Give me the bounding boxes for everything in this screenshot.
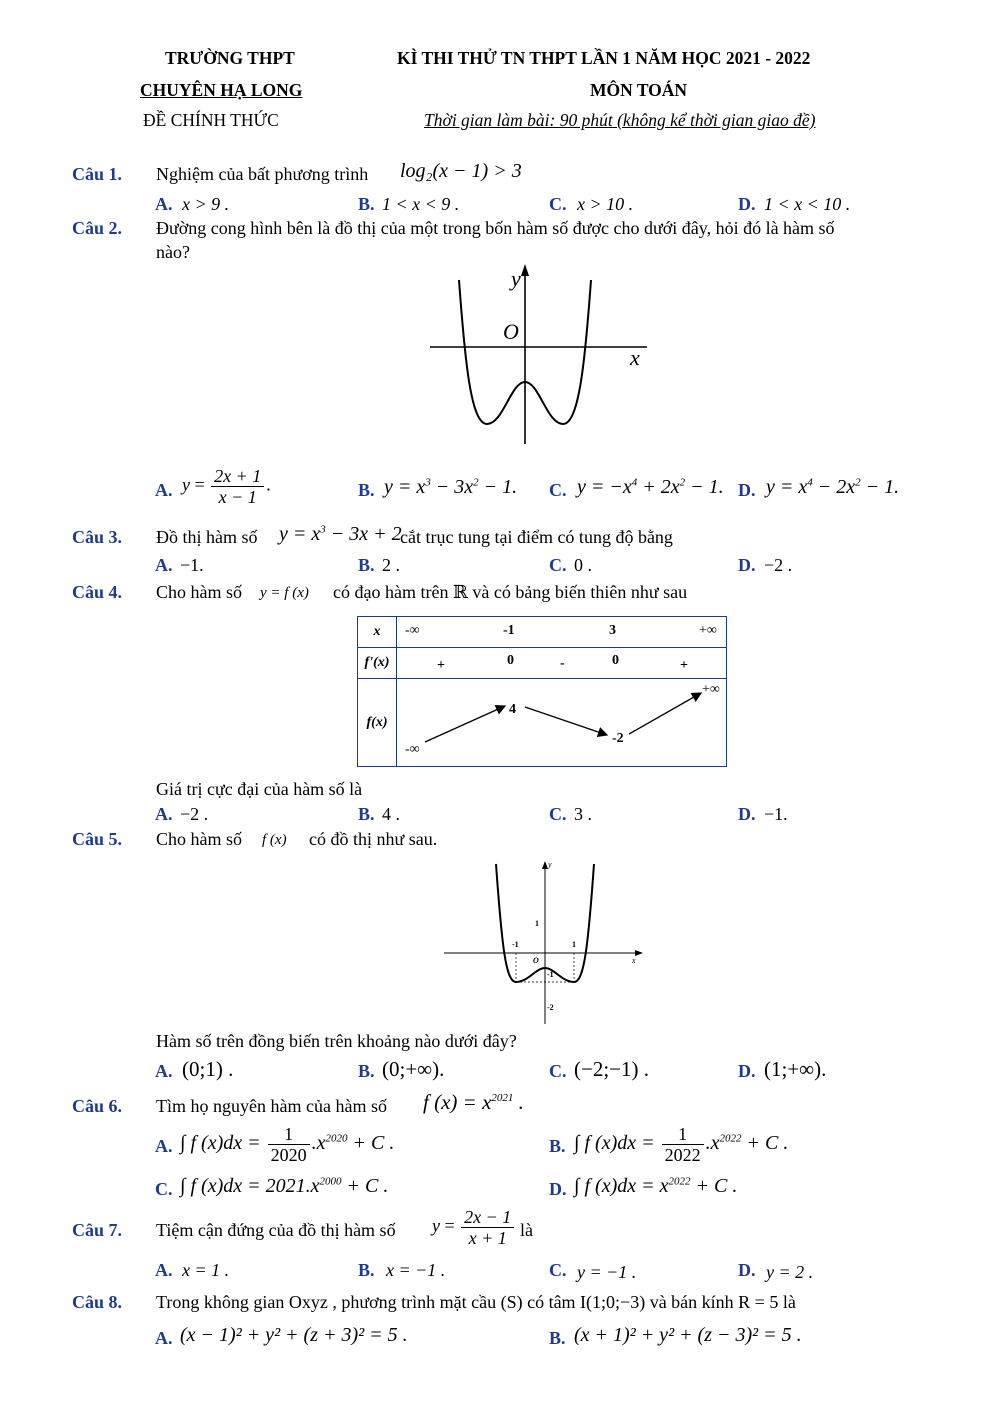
question-3-label: Câu 3. bbox=[72, 527, 123, 547]
q5-tick-x1: 1 bbox=[572, 940, 576, 949]
vt-x-m1: -1 bbox=[503, 623, 515, 638]
vt-f-neg-inf: -∞ bbox=[405, 742, 420, 757]
question-3-text-before: Đồ thị hàm số bbox=[156, 527, 258, 547]
question-4-formula: y = f (x) bbox=[260, 585, 309, 601]
q5-x-label: x bbox=[632, 956, 636, 965]
question-7-label: Câu 7. bbox=[72, 1220, 123, 1240]
vt-arrow-down bbox=[525, 707, 607, 735]
q5-tick-ym1: -1 bbox=[547, 970, 554, 979]
q1-option-d[interactable]: 1 < x < 10 . bbox=[764, 194, 851, 214]
q3-option-d[interactable]: −2 . bbox=[764, 555, 793, 575]
q6-option-a-letter: A. bbox=[155, 1136, 173, 1156]
q6-option-d[interactable]: ∫ f $(x)dx = x^{2022} + C$ . bbox=[574, 1175, 738, 1197]
vt-sign-plus-2: + bbox=[680, 658, 688, 673]
q4-option-c-letter: C. bbox=[549, 804, 567, 824]
question-3-text-after: cắt trục tung tại điểm có tung độ bằng bbox=[400, 527, 673, 547]
q7-option-b[interactable]: x = −1 . bbox=[386, 1260, 446, 1280]
q6-option-c-letter: C. bbox=[155, 1179, 173, 1199]
question-5-question: Hàm số trên đồng biến trên khoảng nào dưới đây? bbox=[156, 1031, 517, 1051]
question-7-text-after: là bbox=[520, 1220, 533, 1240]
subject: MÔN TOÁN bbox=[590, 80, 688, 100]
q1-option-a[interactable]: x > 9 . bbox=[182, 194, 230, 214]
question-4-label: Câu 4. bbox=[72, 582, 123, 602]
vt-arrows bbox=[397, 679, 729, 767]
vt-f-pos-inf: +∞ bbox=[702, 682, 720, 697]
q5-option-c-letter: C. bbox=[549, 1061, 567, 1081]
q7-option-c-letter: C. bbox=[549, 1260, 567, 1280]
q2-x-label: x bbox=[630, 345, 640, 370]
q6-option-c[interactable]: ∫ f $(x)dx = 2021.x^{2000} + C$ . bbox=[180, 1175, 389, 1197]
q5-option-d[interactable]: (1;+∞). bbox=[764, 1057, 827, 1081]
question-4-question: Giá trị cực đại của hàm số là bbox=[156, 779, 363, 799]
q8-option-a-letter: A. bbox=[155, 1328, 173, 1348]
question-1-label: Câu 1. bbox=[72, 164, 123, 184]
q7-option-d-letter: D. bbox=[738, 1260, 756, 1280]
question-5-text-after: có đồ thị như sau. bbox=[309, 829, 438, 849]
q7-option-b-letter: B. bbox=[358, 1260, 375, 1280]
q3-option-d-letter: D. bbox=[738, 555, 756, 575]
q2-option-b[interactable]: $y = x^3 - 3x^2 - 1$. bbox=[384, 476, 518, 498]
q2-option-a-letter: A. bbox=[155, 480, 173, 500]
question-2-label: Câu 2. bbox=[72, 218, 123, 238]
q5-option-b[interactable]: (0;+∞). bbox=[382, 1057, 445, 1081]
q5-x-arrow bbox=[635, 950, 643, 956]
q4-option-b-letter: B. bbox=[358, 804, 375, 824]
vt-x-3: 3 bbox=[609, 623, 616, 638]
vt-x-neg-inf: -∞ bbox=[405, 623, 420, 638]
q1-option-d-letter: D. bbox=[738, 194, 756, 214]
q1-option-b[interactable]: 1 < x < 9 . bbox=[382, 194, 460, 214]
question-6-text: Tìm họ nguyên hàm của hàm số bbox=[156, 1096, 387, 1116]
question-5-formula: f (x) bbox=[262, 832, 287, 848]
question-7-text-before: Tiệm cận đứng của đồ thị hàm số bbox=[156, 1220, 396, 1240]
q4-option-a-letter: A. bbox=[155, 804, 173, 824]
q4-option-d[interactable]: −1. bbox=[764, 804, 788, 824]
q5-option-b-letter: B. bbox=[358, 1061, 375, 1081]
q7-option-c[interactable]: y = −1 . bbox=[577, 1262, 637, 1282]
vt-sign-plus-1: + bbox=[437, 658, 445, 673]
q1-option-c-letter: C. bbox=[549, 194, 567, 214]
question-1-text: Nghiệm của bất phương trình bbox=[156, 164, 369, 184]
vt-x-values bbox=[397, 617, 727, 648]
question-8-text: Trong không gian Oxyz , phương trình mặt cầu (S) có tâm I(1;0;−3) và bán kính R = 5 là bbox=[156, 1292, 796, 1312]
question-3-formula: $y = x^3 - 3x + 2$ bbox=[279, 523, 402, 545]
question-8-label: Câu 8. bbox=[72, 1292, 123, 1312]
q5-tick-y1: 1 bbox=[535, 919, 539, 928]
question-2-graph bbox=[425, 262, 655, 447]
q8-option-b-letter: B. bbox=[549, 1328, 566, 1348]
q2-option-a[interactable]: y = $\frac{2x + 1}{x - 1}$ . bbox=[182, 466, 271, 507]
question-5-label: Câu 5. bbox=[72, 829, 123, 849]
q5-origin-label: O bbox=[533, 956, 539, 965]
q5-option-a[interactable]: (0;1) . bbox=[182, 1057, 234, 1081]
q6-option-d-letter: D. bbox=[549, 1179, 567, 1199]
exam-title: KÌ THI THỬ TN THPT LẦN 1 NĂM HỌC 2021 - 2022 bbox=[397, 48, 811, 68]
q1-option-a-letter: A. bbox=[155, 194, 173, 214]
q7-option-d[interactable]: y = 2 . bbox=[766, 1262, 814, 1282]
q4-option-b[interactable]: 4 . bbox=[382, 804, 400, 824]
q7-option-a-letter: A. bbox=[155, 1260, 173, 1280]
q5-y-label: y bbox=[548, 860, 552, 869]
q3-option-c-letter: C. bbox=[549, 555, 567, 575]
question-2-text-line2: nào? bbox=[156, 242, 190, 262]
q3-option-a-letter: A. bbox=[155, 555, 173, 575]
q4-option-a[interactable]: −2 . bbox=[180, 804, 209, 824]
vt-sign-minus: - bbox=[560, 656, 565, 671]
vt-fp-signs bbox=[397, 648, 727, 679]
question-6-formula: f $(x) = x^{2021}$ . bbox=[423, 1090, 524, 1114]
question-6-label: Câu 6. bbox=[72, 1096, 123, 1116]
q1-option-b-letter: B. bbox=[358, 194, 375, 214]
vt-f-max: 4 bbox=[509, 702, 516, 717]
q5-tick-xm1: -1 bbox=[512, 940, 519, 949]
q4-option-d-letter: D. bbox=[738, 804, 756, 824]
q3-option-b-letter: B. bbox=[358, 555, 375, 575]
vt-x-pos-inf: +∞ bbox=[699, 623, 717, 638]
q8-option-a[interactable]: (x − 1)² + y² + (z + 3)² = 5 . bbox=[180, 1324, 408, 1346]
q5-option-a-letter: A. bbox=[155, 1061, 173, 1081]
q7-option-a[interactable]: x = 1 . bbox=[182, 1260, 230, 1280]
question-4-text-after: có đạo hàm trên ℝ và có bảng biến thiên như sau bbox=[333, 582, 688, 602]
question-7-formula: y = $\frac{2x - 1}{x + 1}$ bbox=[432, 1207, 516, 1248]
variation-table bbox=[357, 616, 727, 767]
question-5-text-before: Cho hàm số bbox=[156, 829, 243, 849]
q6-option-b-letter: B. bbox=[549, 1136, 566, 1156]
vt-x-header: x bbox=[358, 617, 397, 648]
question-5-graph bbox=[444, 858, 644, 1026]
q8-option-b[interactable]: (x + 1)² + y² + (z − 3)² = 5 . bbox=[574, 1324, 802, 1346]
vt-arrow-up-1 bbox=[425, 706, 505, 742]
q2-option-c-letter: C. bbox=[549, 480, 567, 500]
q1-option-c[interactable]: x > 10 . bbox=[577, 194, 634, 214]
q2-y-arrow bbox=[521, 264, 529, 276]
q2-option-b-letter: B. bbox=[358, 480, 375, 500]
vt-fp-header: f'(x) bbox=[358, 648, 397, 679]
official-label: ĐỀ CHÍNH THỨC bbox=[143, 110, 279, 130]
q2-y-label: y bbox=[511, 266, 521, 291]
q3-option-c[interactable]: 0 . bbox=[574, 555, 592, 575]
school-name-line2: CHUYÊN HẠ LONG bbox=[140, 80, 303, 100]
q6-option-b[interactable]: ∫ f (x)dx = $\frac{1}{2022}$ $.x^{2022} + C$ . bbox=[574, 1124, 789, 1165]
q3-option-a[interactable]: −1. bbox=[180, 555, 204, 575]
q2-option-c[interactable]: $y = -x^4 + 2x^2 - 1$. bbox=[577, 476, 724, 498]
question-1-formula: log₂(x − 1) > 3 bbox=[400, 160, 522, 182]
q2-option-d-letter: D. bbox=[738, 480, 756, 500]
school-name-line1: TRƯỜNG THPT bbox=[165, 48, 295, 68]
q4-option-c[interactable]: 3 . bbox=[574, 804, 592, 824]
exam-time: Thời gian làm bài: 90 phút (không kể thời gian giao đề) bbox=[424, 110, 816, 130]
vt-sign-zero-2: 0 bbox=[612, 653, 619, 668]
question-4-text-before: Cho hàm số bbox=[156, 582, 243, 602]
vt-arrow-up-2 bbox=[629, 693, 701, 734]
q5-option-c[interactable]: (−2;−1) . bbox=[574, 1057, 650, 1081]
question-2-text-line1: Đường cong hình bên là đồ thị của một trong bốn hàm số được cho dưới đây, hỏi đó là hàm số bbox=[156, 218, 835, 238]
q5-tick-ym2: -2 bbox=[547, 1003, 554, 1012]
q6-option-a[interactable]: ∫ f (x)dx = $\frac{1}{2020}$ $.x^{2020} + C$ . bbox=[180, 1124, 395, 1165]
vt-f-values bbox=[397, 679, 727, 767]
q2-origin-label: O bbox=[503, 319, 519, 344]
vt-sign-zero-1: 0 bbox=[507, 653, 514, 668]
q3-option-b[interactable]: 2 . bbox=[382, 555, 400, 575]
vt-f-min: -2 bbox=[612, 731, 624, 746]
q2-option-d[interactable]: $y = x^4 - 2x^2 - 1$. bbox=[766, 476, 900, 498]
q5-option-d-letter: D. bbox=[738, 1061, 756, 1081]
vt-f-header: f(x) bbox=[358, 679, 397, 767]
